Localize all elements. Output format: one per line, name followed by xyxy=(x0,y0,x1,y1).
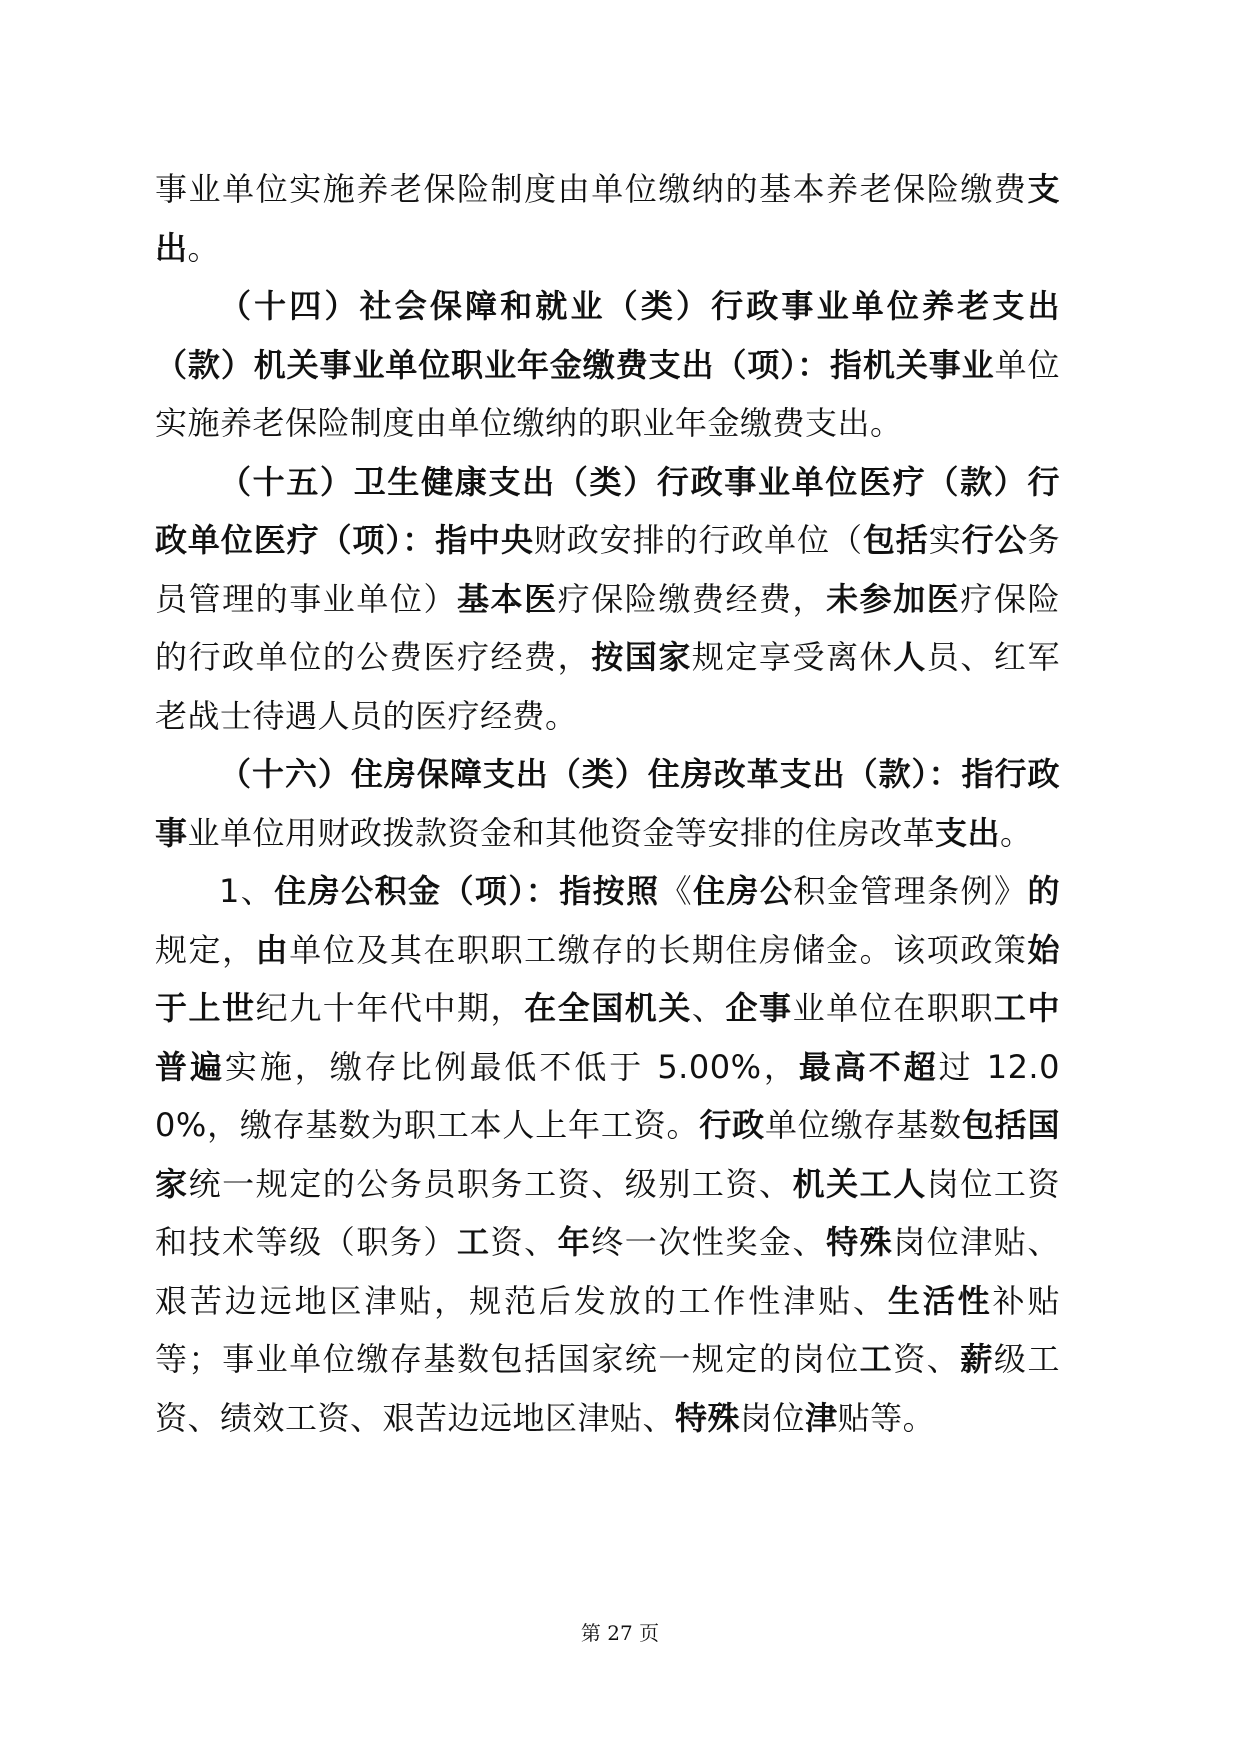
text-run: 。 xyxy=(187,228,221,267)
text-run: 疗保险的行政单位的公费医疗经费， xyxy=(155,579,1060,676)
text-run: 财政安排的行政单位（ xyxy=(533,521,863,559)
text-run: 务员管理的事业单位） xyxy=(155,521,1060,618)
text-run: 住房公积金（项）：指按照 xyxy=(274,872,660,910)
text-run: 包括国家 xyxy=(155,1106,1060,1203)
text-run: 补贴等；事业单位缴存基数包括国家统一规定的岗位 xyxy=(155,1281,1060,1378)
text-run: （十六）住房保障支出（类）住房改革支出（款）：指 xyxy=(219,755,995,793)
text-run: 资、 xyxy=(490,1223,558,1261)
text-run: 1、 xyxy=(219,872,275,910)
text-run: 规定， xyxy=(155,930,256,969)
text-run: 贴等。 xyxy=(837,1398,936,1437)
text-run: 特殊 xyxy=(826,1223,894,1261)
text-run: 统一规定的公务员职务工资、级别工资、 xyxy=(188,1164,793,1203)
text-run: 疗保险缴费经费， xyxy=(557,579,827,618)
paragraph-5 xyxy=(155,862,1060,1447)
text-run: 最高不超 xyxy=(798,1047,939,1086)
paragraph-4 xyxy=(155,745,1060,862)
text-run: 终一次性奖金、 xyxy=(591,1223,827,1261)
text-run: 单位缴存基数 xyxy=(764,1106,962,1144)
text-run: 岗位津贴、艰苦边远地区津贴，规范后发放的工作性津贴、 xyxy=(155,1223,1060,1320)
text-run: 过 12.00%，缴存基数为职工本人上年工资。 xyxy=(155,1047,1060,1144)
text-run: 人 xyxy=(893,638,927,676)
text-run: 在全国机关 xyxy=(524,989,692,1027)
text-run: 事业单位实施养老保险制度由单位缴纳的基本养老保险缴费 xyxy=(155,170,1028,208)
text-run: 住房公 xyxy=(693,872,794,910)
text-run: 薪 xyxy=(960,1340,994,1378)
text-run: 实 xyxy=(928,521,962,559)
text-run: 行政 xyxy=(699,1106,765,1144)
page-number: 第 27 页 xyxy=(580,1621,660,1645)
text-run: 规定享受离休 xyxy=(691,638,894,676)
paragraph-1 xyxy=(155,160,1060,277)
text-run: 业单位用财政拨款资金和其他资金等安排的住房改革 xyxy=(187,813,936,852)
text-run: 、 xyxy=(691,989,726,1027)
text-run: 特殊 xyxy=(675,1398,741,1437)
text-run: 生活性 xyxy=(887,1281,993,1320)
text-run: 。 xyxy=(1000,813,1033,852)
text-run: 的 xyxy=(1027,872,1060,910)
text-run: 资、 xyxy=(893,1340,961,1378)
text-run: 工 xyxy=(859,1340,894,1378)
text-run: 机关工人 xyxy=(792,1164,927,1203)
text-run: 行公 xyxy=(961,521,1028,559)
text-run: 积金管理条例》 xyxy=(793,872,1028,910)
text-run: 津 xyxy=(805,1398,838,1437)
text-run: 未参加医 xyxy=(826,579,961,618)
document-body xyxy=(155,160,1060,1447)
text-run: 业单位在职职 xyxy=(792,989,994,1027)
text-run: 工中普遍 xyxy=(155,989,1060,1086)
text-run: 支出 xyxy=(935,813,1001,852)
text-run: 纪九十年代中期， xyxy=(255,989,525,1027)
paragraph-3 xyxy=(155,453,1060,746)
text-run: 企事 xyxy=(725,989,793,1027)
text-run: 基本医 xyxy=(457,579,558,618)
text-run: 工 xyxy=(456,1223,491,1261)
text-run: 始于上世 xyxy=(155,930,1060,1027)
text-run: 级工资、绩效工资、艰苦边远地区津贴、 xyxy=(155,1340,1060,1437)
text-run: 包括 xyxy=(862,521,929,559)
text-run: 岗位工资和技术等级（职务） xyxy=(155,1164,1060,1261)
text-run: 单位及其在职职工缴存的长期住房储金。该项政策 xyxy=(289,930,1028,969)
text-run: 单位实施养老保险制度由单位缴纳的职业年金缴费支出。 xyxy=(155,345,1060,442)
text-run: 年 xyxy=(557,1223,592,1261)
text-run: 按国家 xyxy=(591,638,692,676)
text-run: 由 xyxy=(255,930,290,969)
text-run: （十五）卫生健康支出（类）行政事业单位医疗（款）行政单位医疗（项）：指中央 xyxy=(155,462,1060,559)
text-run: 行政事 xyxy=(155,755,1060,852)
text-run: 《 xyxy=(659,872,694,910)
text-run: 支出 xyxy=(155,170,1060,267)
text-run: （十四）社会保障和就业（类）行政事业单位养老支出（款）机关事业单位职业年金缴费支出（项）：指机关事业 xyxy=(155,287,1060,384)
text-run: 岗位 xyxy=(740,1398,806,1437)
text-run: 实施，缴存比例最低不低于 5.00%， xyxy=(224,1047,799,1086)
paragraph-2 xyxy=(155,277,1060,453)
text-run: 员、红军老战士待遇人员的医疗经费。 xyxy=(155,638,1060,735)
